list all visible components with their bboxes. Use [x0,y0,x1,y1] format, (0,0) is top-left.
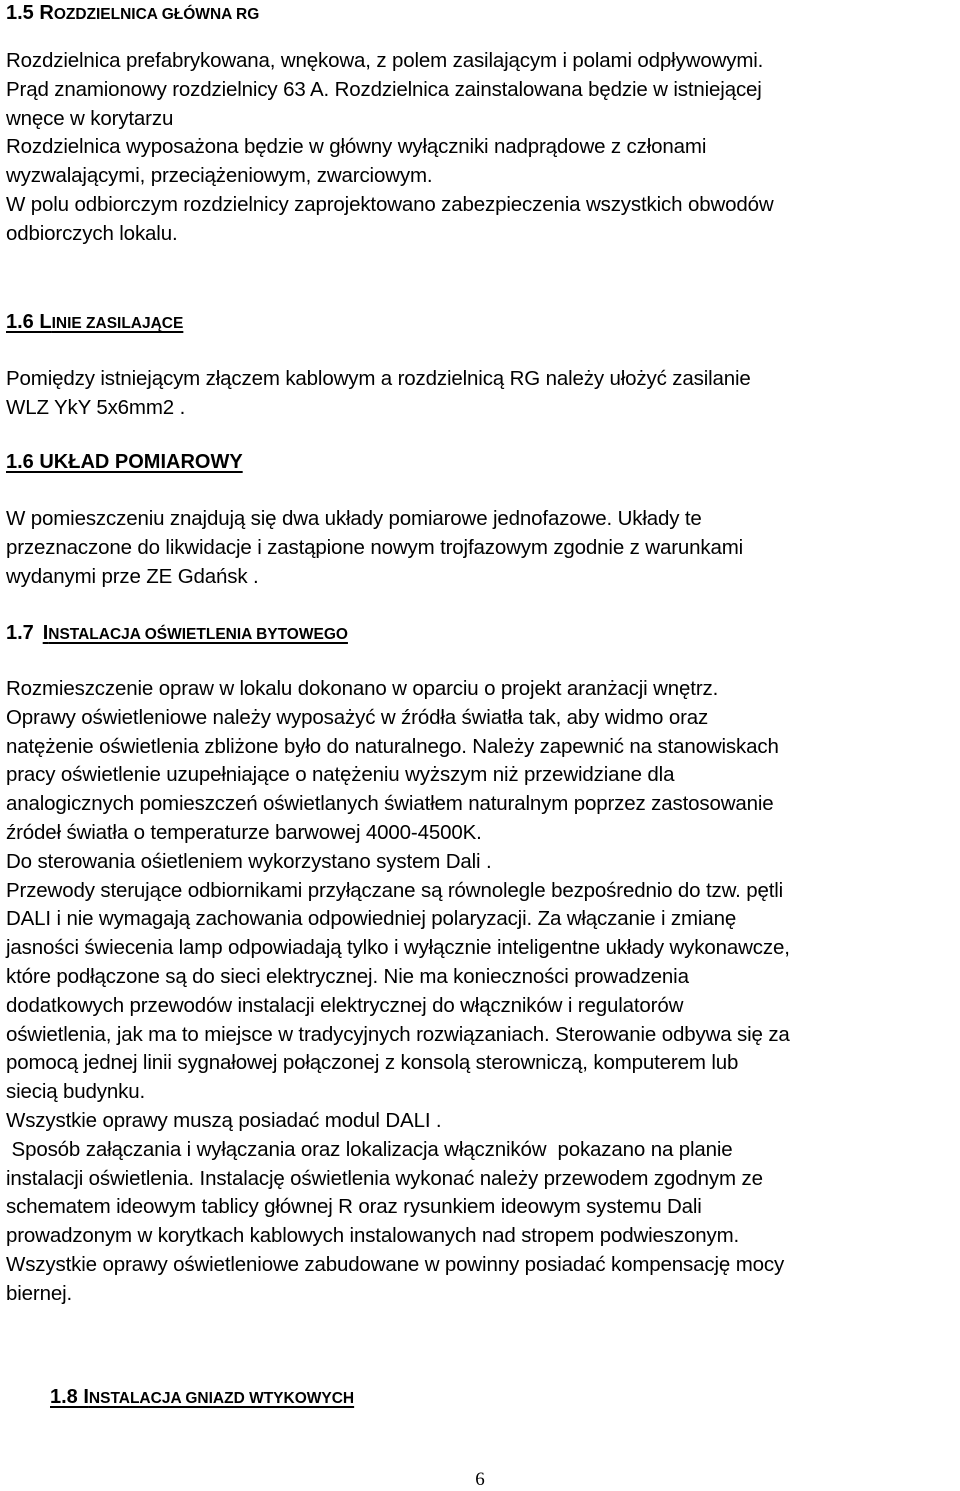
text-line: W polu odbiorczym rozdzielnicy zaprojektowano zabezpieczenia wszystkich obwodów [6,192,774,216]
text-line: oświetlenia, jak ma to miejsce w tradycyjnych rozwiązaniach. Sterowanie odbywa się za [6,1022,790,1046]
text-line: Do sterowania ośietleniem wykorzystano system Dali . [6,849,492,873]
text-line: Prąd znamionowy rozdzielnicy 63 A. Rozdzielnica zainstalowana będzie w istniejącej [6,77,762,101]
text-line: natężenie oświetlenia zbliżone było do naturalnego. Należy zapewnić na stanowiskach [6,734,779,758]
text-line: Oprawy oświetleniowe należy wyposażyć w źródła światła tak, aby widmo oraz [6,705,709,729]
text-line: wydanymi prze ZE Gdańsk . [6,564,259,588]
text-line: pracy oświetlenie uzupełniające o natężeniu wyższym niż przewidziane dla [6,763,675,787]
heading-1-8-title: NSTALACJA GNIAZD WTYKOWYCH [88,1390,355,1407]
text-line: wyzwalającymi, przeciążeniowym, zwarciowym. [6,164,433,188]
heading-1-6b-title: 1.6 UKŁAD POMIAROWY [6,451,243,473]
text-line: siecią budynku. [6,1080,146,1104]
text-line: wnęce w korytarzu [6,106,174,130]
heading-1-5-title: OZDZIELNICA GŁÓWNA RG [53,6,260,23]
text-line: biernej. [6,1281,73,1305]
text-line: Sposób załączania i wyłączania oraz lokalizacja włączników pokazano na planie [6,1137,733,1161]
page-number: 6 [475,1469,485,1490]
heading-1-7-number: 1.7 [6,622,34,644]
paragraph-1-5 [6,47,774,249]
heading-1-5 [6,2,259,25]
text-line: jasności świecenia lamp odpowiadają tylko i wyłącznie inteligentne układy wykonawcze, [6,936,790,960]
text-line: Wszystkie oprawy oświetleniowe zabudowane w powinny posiadać kompensację mocy [6,1252,785,1276]
heading-1-7-initial: I [42,622,49,644]
text-line: WLZ YkY 5x6mm2 . [6,395,186,419]
heading-1-6-title: INIE ZASILAJĄCE [51,315,184,332]
text-line: Wszystkie oprawy muszą posiadać modul DALI . [6,1108,442,1132]
text-line: Rozmieszczenie opraw w lokalu dokonano w oparciu o projekt aranżacji wnętrz. [6,677,719,700]
text-line: Rozdzielnica prefabrykowana, wnękowa, z polem zasilającym i polami odpływowymi. [6,49,764,72]
text-line: DALI i nie wymagają zachowania odpowiedniej polaryzacji. Za włączanie i zmianę [6,907,737,931]
text-line: pomocą jednej linii sygnałowej połączonej z konsolą sterowniczą, komputerem lub [6,1051,739,1075]
heading-1-6-number: 1.6 L [6,311,52,333]
heading-1-7-title: NSTALACJA OŚWIETLENIA BYTOWEGO [48,626,348,643]
heading-1-6-metering [6,451,243,474]
text-line: schematem ideowym tablicy głównej R oraz rysunkiem ideowym systemu Dali [6,1195,702,1219]
text-line: źródeł światła o temperaturze barwowej 4000-4500K. [6,820,482,844]
heading-1-7 [6,622,348,645]
heading-1-8 [50,1386,354,1409]
text-line: Pomiędzy istniejącym złączem kablowym a rozdzielnicą RG należy ułożyć zasilanie [6,367,751,390]
paragraph-1-6-power-lines [6,365,751,423]
text-line: Przewody sterujące odbiornikami przyłączane są równolegle bezpośrednio do tzw. pętli [6,878,784,902]
paragraph-1-7 [6,675,790,1309]
text-line: przeznaczone do likwidacje i zastąpione nowym trojfazowym zgodnie z warunkami [6,535,744,559]
text-line: dodatkowych przewodów instalacji elektrycznej do włączników i regulatorów [6,993,684,1017]
text-line: instalacji oświetlenia. Instalację oświetlenia wykonać należy przewodem zgodnym ze [6,1166,763,1190]
text-line: W pomieszczeniu znajdują się dwa układy pomiarowe jednofazowe. Układy te [6,507,702,530]
heading-1-6-power-lines [6,311,183,334]
text-line: analogicznych pomieszczeń oświetlanych światłem naturalnym poprzez zastosowanie [6,792,774,816]
heading-1-8-number: 1.8 I [50,1386,89,1408]
text-line: odbiorczych lokalu. [6,221,178,245]
paragraph-1-6-metering [6,505,743,591]
text-line: które podłączone są do sieci elektrycznej. Nie ma konieczności prowadzenia [6,964,689,988]
text-line: prowadzonym w korytkach kablowych instalowanych nad stropem podwieszonym. [6,1224,740,1248]
heading-1-5-number: 1.5 R [6,2,54,24]
text-line: Rozdzielnica wyposażona będzie w główny wyłączniki nadprądowe z członami [6,135,707,159]
